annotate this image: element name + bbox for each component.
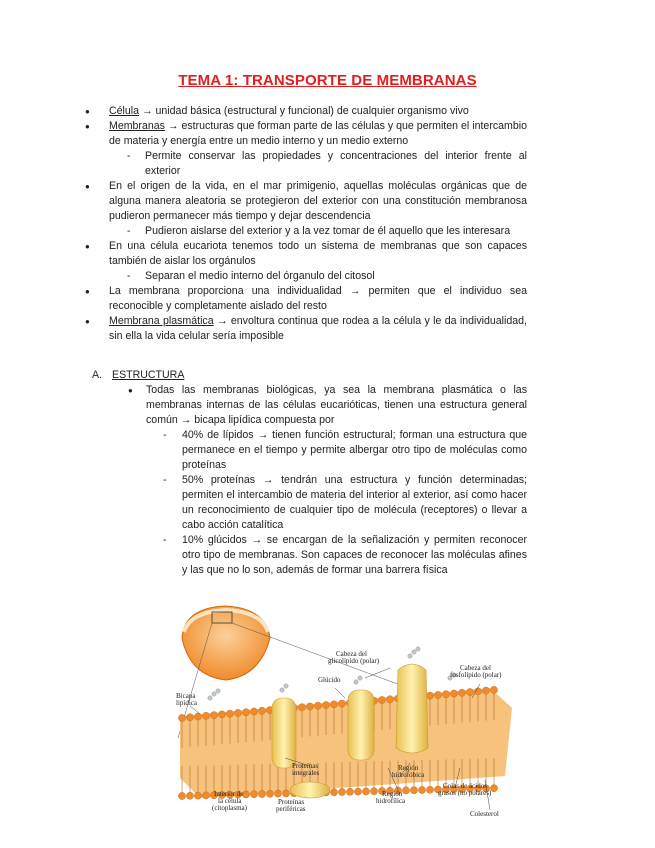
sub-item: - Permite conservar las propiedades y concentraciones del interior frente al exterior [109, 149, 527, 179]
label-cabeza-glicolipido: Cabeza del [336, 650, 367, 658]
list-item [82, 104, 527, 119]
section-heading [92, 369, 184, 381]
phospholipid-head [194, 792, 201, 799]
phospholipid-head [482, 687, 489, 694]
label-bicapa-2: lipídica [176, 699, 197, 707]
label-cabeza-fosfolipido-2: fosfolípido (polar) [450, 671, 502, 679]
structure-list [128, 383, 527, 578]
list-item [82, 239, 527, 284]
svg-text:Cabeza delfosfolípido (polar) [450, 664, 502, 679]
list-item [82, 179, 527, 239]
intro-bullet-list [82, 104, 527, 344]
sub-list [146, 428, 527, 578]
phospholipid-head [330, 789, 337, 796]
phospholipid-head [418, 786, 425, 793]
phospholipid-head [234, 709, 241, 716]
label-proteinas-integrales: Proteínas [292, 762, 319, 770]
label-proteinas-perifericas-2: periféricas [276, 805, 306, 813]
label-proteinas-perifericas: Proteínas [278, 798, 305, 806]
label-colas-2: grasos (no polares) [438, 789, 492, 797]
phospholipid-head [250, 708, 257, 715]
phospholipid-head [474, 688, 481, 695]
sub-list [109, 224, 527, 239]
phospholipid-head [250, 791, 257, 798]
bullet-text: En el origen de la vida, en el mar primigenio, aquellas moléculas orgánicas que de alguna manera aleatoria se protegieron del exterior con una constitución membranosa pudieron permanecer más tiempo y dejar descendencia [109, 180, 527, 222]
section-title: ESTRUCTURA [112, 369, 185, 381]
label-glucido: Glúcido [318, 676, 341, 684]
label-interior-2: la célula [218, 797, 242, 805]
phospholipid-head [346, 788, 353, 795]
phospholipid-head [434, 691, 441, 698]
phospholipid-head [266, 790, 273, 797]
phospholipid-head [370, 788, 377, 795]
sub-list [109, 149, 527, 179]
phospholipid-head [426, 786, 433, 793]
phospholipid-head [298, 704, 305, 711]
bullet-text: La membrana proporciona una individualidad → permiten que el individuo sea reconocible y completamente aislado del resto [109, 285, 527, 312]
phospholipid-head [202, 712, 209, 719]
bullet-text: Todas las membranas biológicas, ya sea la membrana plasmática o las membranas internas de las células eucarióticas, tienen una estructura general común → bicapa lipídica compuesta por [146, 384, 527, 426]
phospholipid-head [490, 785, 497, 792]
phospholipid-head [242, 709, 249, 716]
phospholipid-head [186, 792, 193, 799]
svg-text:Proteínasperiféricas [276, 798, 306, 813]
label-cabeza-glicolipido-2: glicolípido (polar) [328, 657, 380, 665]
phospholipid-head [258, 790, 265, 797]
phospholipid-head [354, 788, 361, 795]
phospholipid-head [338, 788, 345, 795]
label-colas: Colas de ácidos [443, 782, 487, 790]
label-interior-3: (citoplasma) [212, 804, 247, 812]
phospholipid-head [442, 691, 449, 698]
list-item [82, 119, 527, 179]
page-title: TEMA 1: TRANSPORTE DE MEMBRANAS [178, 72, 477, 89]
sub-item-glucidos: - 10% glúcidos → se encargan de la señalización y permiten reconocer otro tipo de membranas. Son capaces de reconocer las moléculas afines y las que no lo son, además de formar una barrera física [146, 533, 527, 578]
list-item [82, 284, 527, 314]
phospholipid-head [378, 696, 385, 703]
phospholipid-head [314, 702, 321, 709]
phospholipid-head [322, 701, 329, 708]
phospholipid-head [338, 700, 345, 707]
label-proteinas-integrales-2: integrales [292, 769, 320, 777]
bullet-text: → unidad básica (estructural y funcional) de cualquier organismo vivo [139, 105, 469, 117]
label-cabeza-fosfolipido: Cabeza del [460, 664, 491, 672]
svg-text:Interior dela célula(citoplasm [212, 790, 248, 812]
phospholipid-head [330, 701, 337, 708]
phospholipid-head [450, 690, 457, 697]
list-item [128, 383, 527, 578]
phospholipid-head [186, 714, 193, 721]
svg-text:Cabeza delglicolípido (polar) [328, 650, 380, 665]
svg-text:Bicapalipídica [176, 692, 198, 707]
phospholipid-head [178, 792, 185, 799]
phospholipid-head [426, 692, 433, 699]
bullet-text: → envoltura continua que rodea a la célula y le da individualidad, sin ella la vida celular sería imposible [109, 315, 527, 342]
phospholipid-head [210, 712, 217, 719]
svg-text:Colas de ácidosgrasos (no pola [438, 782, 492, 797]
phospholipid-head [226, 710, 233, 717]
phospholipid-head [194, 713, 201, 720]
term-celula: Célula [109, 105, 140, 117]
term-membrana-plasmatica: Membrana plasmática [109, 315, 214, 327]
phospholipid-head [218, 711, 225, 718]
label-region-hidrofobica: Región [398, 764, 419, 772]
term-membranas: Membranas [109, 120, 165, 132]
phospholipid-head [306, 703, 313, 710]
sub-item-proteinas: - 50% proteínas → tendrán una estructura y función determinadas; permiten el intercambio de materia del interior al exterior, así como hacer un reconocimiento de cualquier tipo de molécula (receptores) o llevar a cabo acción catalítica [146, 473, 527, 533]
sub-item: - Separan el medio interno del órganulo del citosol [109, 269, 527, 284]
svg-text:Proteínasintegrales [292, 762, 319, 777]
sub-item: - Pudieron aislarse del exterior y a la vez tomar de él aquello que les interesara [109, 224, 527, 239]
label-colesterol: Colesterol [470, 810, 499, 818]
phospholipid-head [386, 696, 393, 703]
sub-list [109, 269, 527, 284]
phospholipid-head [410, 787, 417, 794]
section-label: A. [92, 369, 103, 381]
label-bicapa: Bicapa [176, 692, 196, 700]
phospholipid-head [242, 791, 249, 798]
label-region-hidrofilica: Región [382, 790, 403, 798]
label-region-hidrofilica-2: hidrofílica [376, 797, 406, 805]
phospholipid-head [274, 790, 281, 797]
bullet-text: En una célula eucariota tenemos todo un sistema de membranas que son capaces también de aislar los orgánulos [109, 240, 527, 267]
bullet-text: → estructuras que forman parte de las células y que permiten el intercambio de materia y energía entre un medio interno y un medio externo [109, 120, 527, 147]
phospholipid-head [490, 686, 497, 693]
phospholipid-head [362, 788, 369, 795]
phospholipid-head [202, 792, 209, 799]
membrane-diagram [160, 598, 530, 820]
phospholipid-head [458, 689, 465, 696]
phospholipid-head [466, 688, 473, 695]
phospholipid-head [258, 707, 265, 714]
label-region-hidrofobica-2: hidrofóbica [392, 771, 425, 779]
label-interior: Interior de [214, 790, 244, 798]
list-item [82, 314, 527, 344]
phospholipid-head [178, 714, 185, 721]
phospholipid-head [402, 787, 409, 794]
phospholipid-head [282, 790, 289, 797]
sub-item-lipidos: - 40% de lípidos → tienen función estructural; forman una estructura que permanece en el tiempo y permite albergar otro tipo de moléculas como proteínas [146, 428, 527, 473]
